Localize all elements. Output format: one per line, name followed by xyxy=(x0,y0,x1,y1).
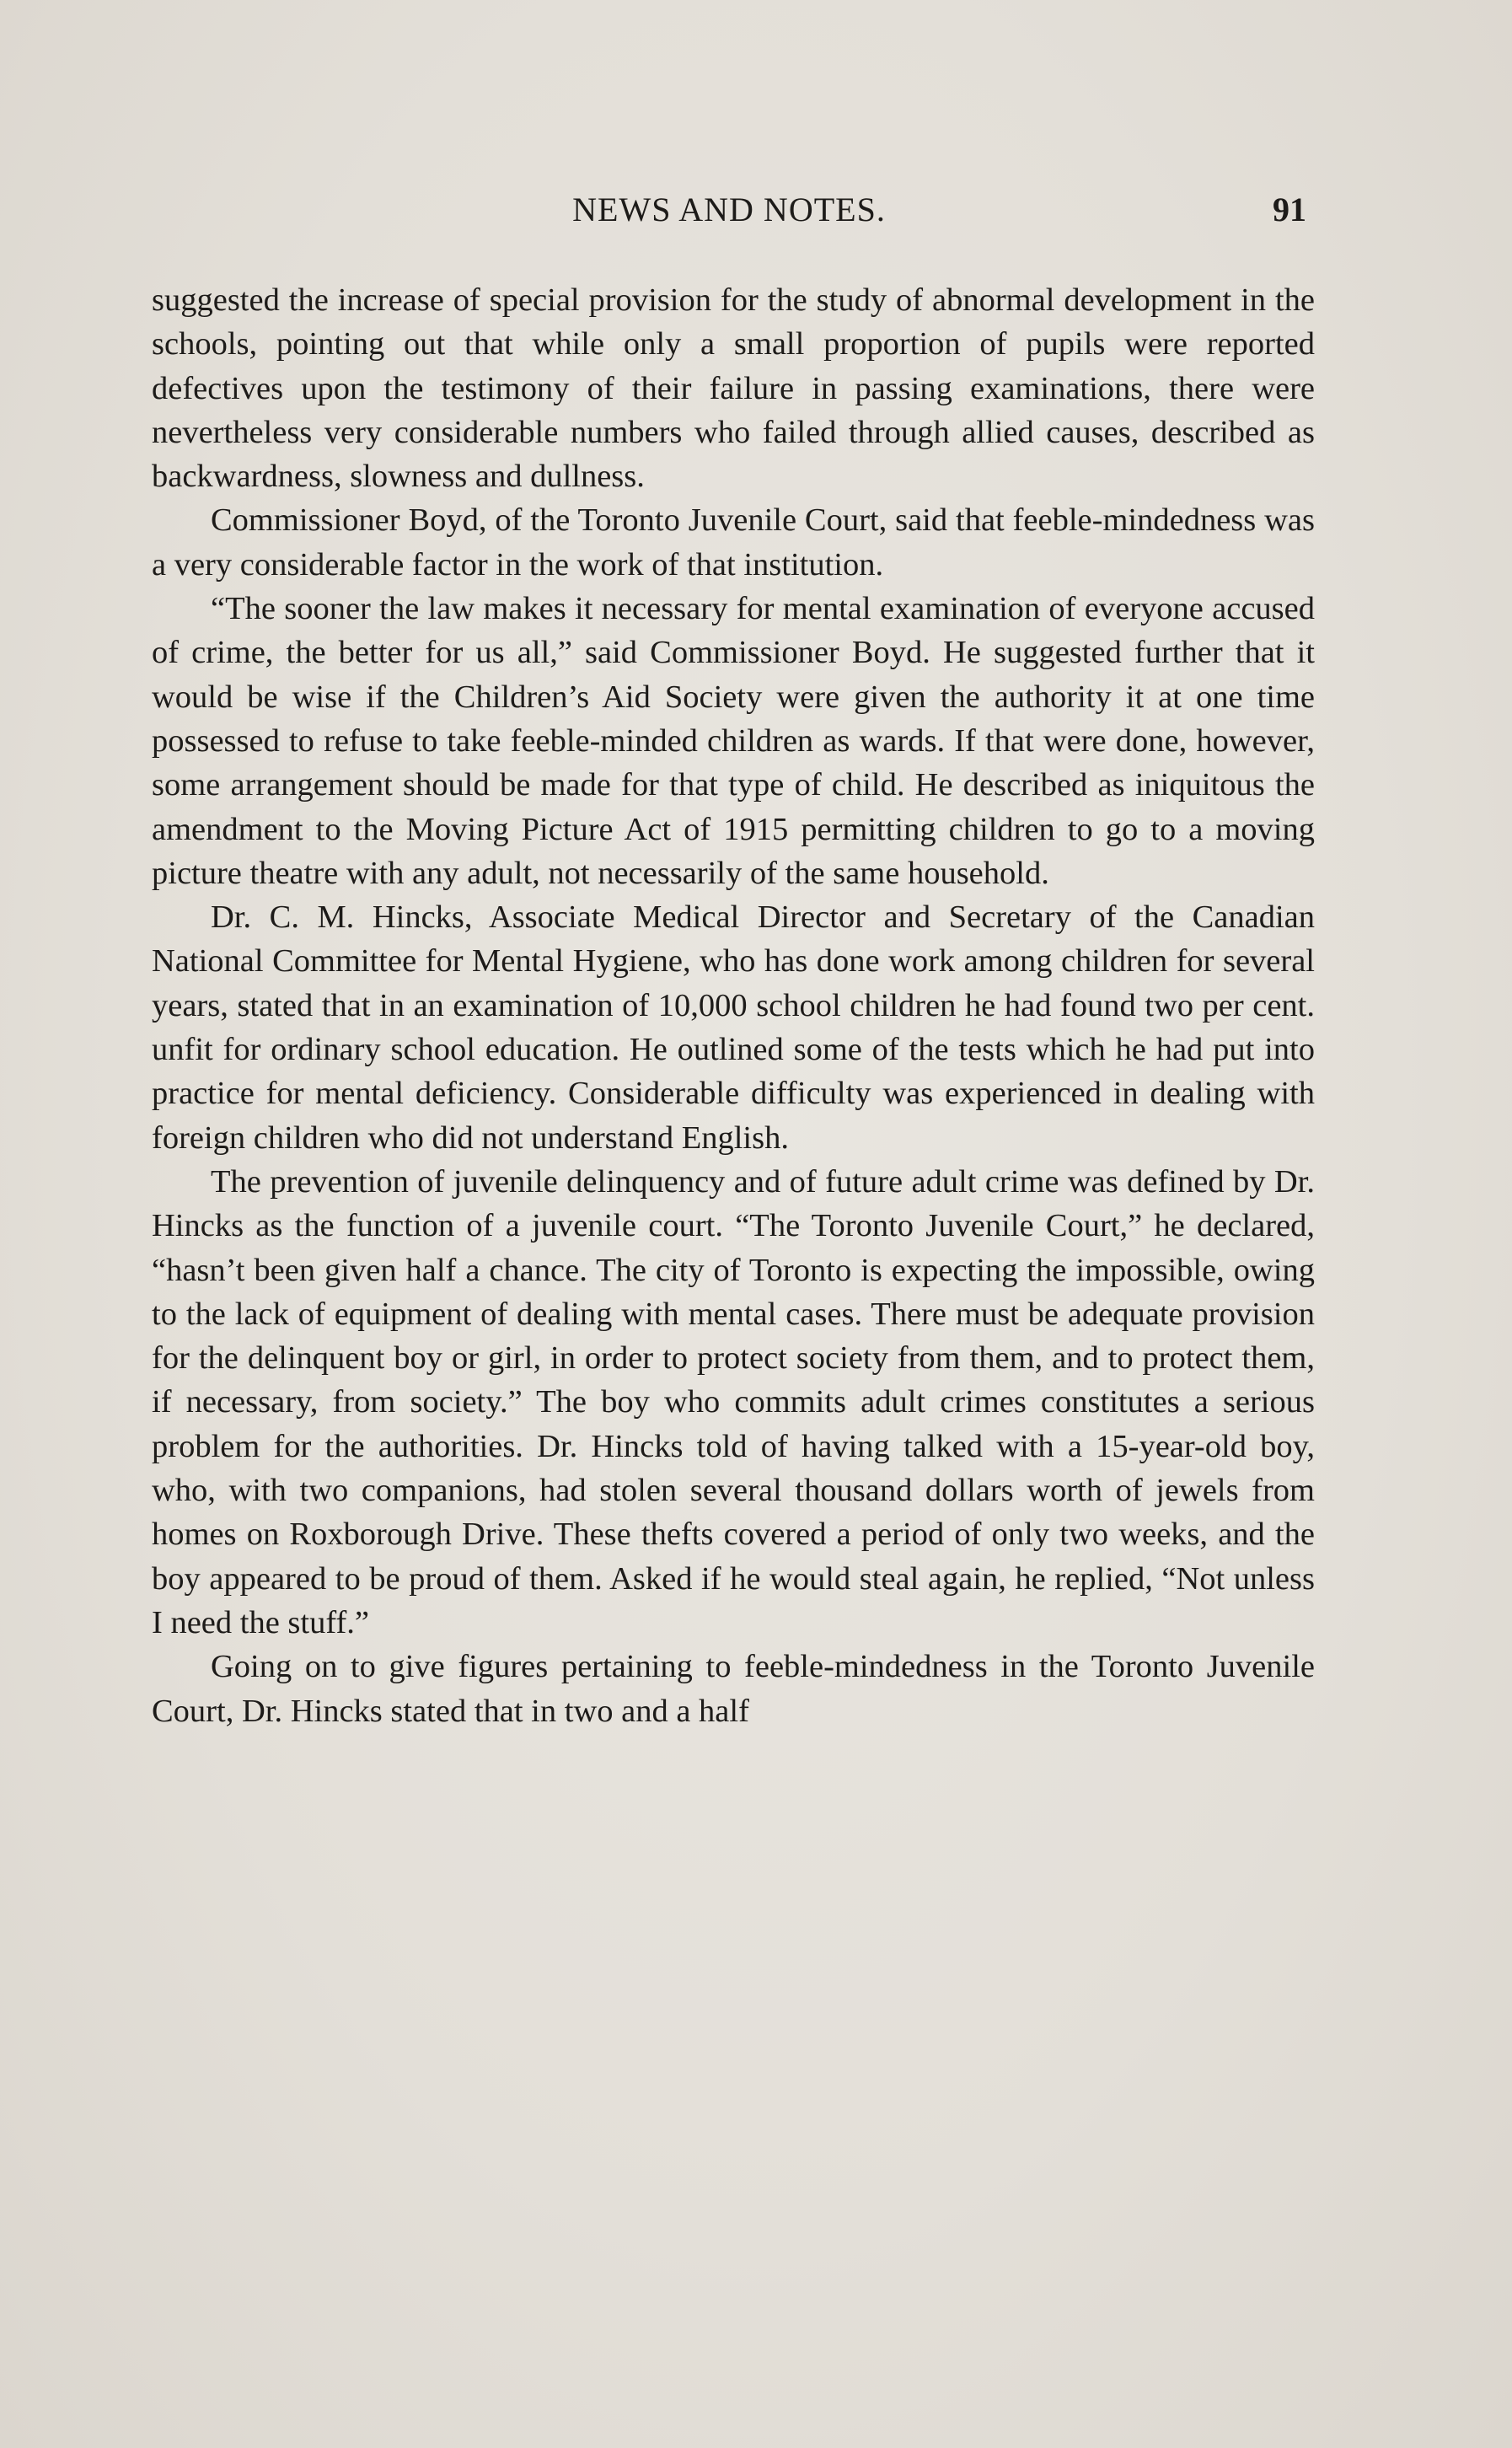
paragraph: Dr. C. M. Hincks, Associate Medical Director and Secretary of the Canadian National Committee for Mental Hygiene, who has done work among children for several years, stated that in an examination of 10,000 school children he had found two per cent. unfit for ordinary school education. He outlined some of the tests which he had put into practice for mental deficiency. Considerable difficulty was experienced in dealing with foreign children who did not understand English. xyxy=(152,899,1315,1156)
paragraph: suggested the increase of special provision for the study of abnormal development in the schools, pointing out that while only a small proportion of pupils were reported defectives upon the testimony of their failure in passing examinations, there were nevertheless very considerable numbers who failed through allied causes, described as backwardness, slowness and dullness. xyxy=(152,282,1315,495)
page-header xyxy=(152,190,1306,240)
paragraph: Going on to give figures pertaining to feeble-mindedness in the Toronto Juvenile Court, Dr. Hincks stated that in two and a half xyxy=(152,1649,1315,1729)
paragraph: Commissioner Boyd, of the Toronto Juvenile Court, said that feeble-mindedness was a very considerable factor in the work of that institution. xyxy=(152,502,1315,582)
running-head: NEWS AND NOTES. xyxy=(572,191,886,228)
body-text xyxy=(152,278,1315,1733)
paragraph: The prevention of juvenile delinquency and of future adult crime was defined by Dr. Hincks as the function of a juvenile court. “The Toronto Juvenile Court,” he declared, “hasn’t been given half a chance. The city of Toronto is expecting the impossible, owing to the lack of equipment of dealing with mental cases. There must be adequate provision for the delinquent boy or girl, in order to protect society from them, and to protect them, if necessary, from society.” The boy who commits adult crimes constitutes a serious problem for the authorities. Dr. Hincks told of having talked with a 15-year-old boy, who, with two companions, had stolen several thousand dollars worth of jewels from homes on Roxborough Drive. These thefts covered a period of only two weeks, and the boy appeared to be proud of them. Asked if he would steal again, he replied, “Not unless I need the stuff.” xyxy=(152,1163,1315,1640)
paragraph: “The sooner the law makes it necessary for mental examination of everyone accused of crime, the better for us all,” said Commissioner Boyd. He suggested further that it would be wise if the Children’s Aid Society were given the authority it at one time possessed to refuse to take feeble-minded children as wards. If that were done, however, some arrangement should be made for that type of child. He described as iniquitous the amendment to the Moving Picture Act of 1915 permitting children to go to a moving picture theatre with any adult, not necessarily of the same household. xyxy=(152,591,1315,891)
page-number: 91 xyxy=(1273,191,1306,228)
